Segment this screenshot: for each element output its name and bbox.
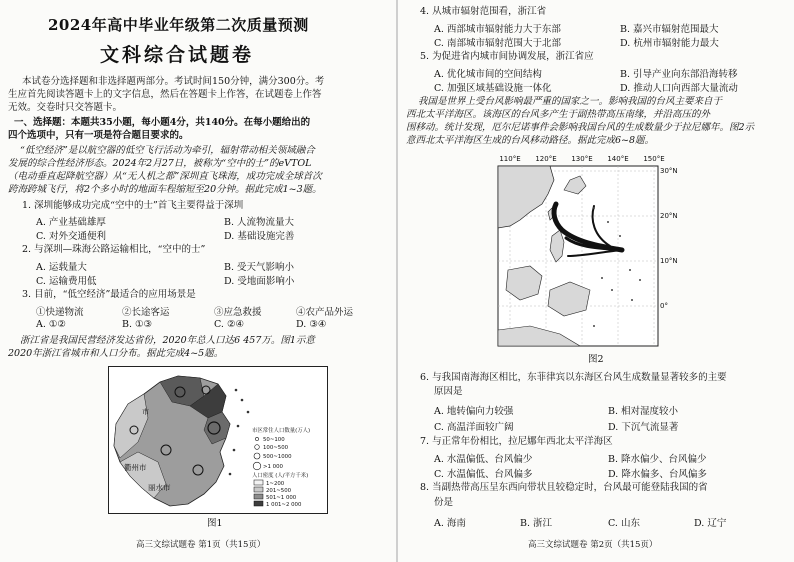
q1-option-b: B. 人流物流量大 — [224, 217, 295, 228]
q7-option-a: A. 水温偏低、台风偏少 — [434, 454, 533, 465]
q4-option-a: A. 西部城市辐射能力大于东部 — [434, 24, 561, 35]
q8-option-b: B. 浙江 — [520, 518, 553, 529]
exam-page-2 — [398, 0, 794, 562]
q1-option-a: A. 产业基础雄厚 — [36, 217, 106, 228]
legend-pop-4: >1 000 — [263, 464, 283, 470]
legend-title-density: 人口密度 (人/平方千米) — [252, 473, 309, 479]
legend-pop-2: 100~500 — [263, 445, 289, 451]
q6-option-d: D. 下沉气流显著 — [608, 422, 679, 433]
q6-stem-line-2: 原因是 — [434, 386, 463, 397]
q6-option-a: A. 地转偏向力较强 — [434, 406, 514, 417]
q4-option-b: B. 嘉兴市辐射范围最大 — [620, 24, 719, 35]
q3-item-3: ③应急救援 — [214, 307, 262, 318]
q6-stem-line-1: 6. 与我国南海海区相比，东菲律宾以东海区台风生成数量显著较多的主要 — [420, 372, 727, 383]
q8-stem-line-2: 份是 — [434, 497, 454, 508]
lon-label-140: 140°E — [607, 155, 629, 163]
q5-option-d: D. 推动人口向西部大量流动 — [620, 83, 738, 94]
q3-stem: 3. 目前，“低空经济”最适合的应用场景是 — [22, 289, 196, 300]
q2-stem: 2. 与深圳—珠海公路运输相比，“空中的士” — [22, 244, 206, 255]
q5-option-b: B. 引导产业向东部沿海转移 — [620, 69, 738, 80]
passage3-line-4: 意西北太平洋海区生成的台风移动路径。据此完成6~8题。 — [406, 135, 655, 146]
passage3-line-2: 西北太平洋海区。该海区的台风多产生于副热带高压南缘，并沿高压的外 — [406, 109, 711, 120]
q3-option-c: C. ②④ — [214, 319, 245, 330]
notice-line-3: 无效。交卷时只交答题卡。 — [8, 102, 123, 113]
legend-density-1: 1~200 — [266, 481, 285, 487]
q3-option-d: D. ③④ — [296, 319, 327, 330]
q4-option-d: D. 杭州市辐射能力最大 — [620, 38, 719, 49]
city-label-quzhou: 衢州市 — [124, 463, 147, 472]
density-swatch-1 — [254, 480, 263, 485]
q3-item-1: ①快递物流 — [36, 307, 84, 318]
legend-density-4: 1 001~2 000 — [266, 502, 302, 508]
lat-label-10n: 10°N — [660, 257, 678, 265]
legend-density-3: 501~1 000 — [266, 495, 297, 501]
q2-option-b: B. 受天气影响小 — [224, 262, 295, 273]
legend-pop-3: 500~1000 — [263, 454, 292, 460]
legend-title-population: 市区常住人口数量(万人) — [252, 428, 311, 434]
q8-option-c: C. 山东 — [608, 518, 640, 529]
exam-subtitle: 文科综合试题卷 — [100, 44, 255, 66]
exam-title: 2024年高中毕业年级第二次质量预测 — [48, 16, 309, 34]
passage1-line-3: （电动垂直起降航空器）从“无人机之都”深圳直飞珠海，成功完成全球首次 — [8, 171, 322, 182]
lat-label-0: 0° — [660, 302, 668, 310]
q4-option-c: C. 南部城市辐射范围大于北部 — [434, 38, 561, 49]
typhoon-track-map — [490, 150, 700, 350]
q5-option-a: A. 优化城市间的空间结构 — [434, 69, 542, 80]
q3-item-4: ④农产品外运 — [296, 307, 354, 318]
passage3-line-1: 我国是世界上受台风影响最严重的国家之一。影响我国的台风主要来自于 — [418, 96, 723, 107]
exam-page-1 — [0, 0, 396, 562]
passage2-line-1: 浙江省是我国民营经济发达省份，2020年总人口达6 457万。图1示意 — [20, 335, 315, 346]
passage1-line-4: 跨海跨城飞行，将2个多小时的地面车程缩短至20分钟。据此完成1~3题。 — [8, 184, 322, 195]
q7-option-d: D. 降水偏多、台风偏多 — [608, 469, 707, 480]
notice-line-1: 本试卷分选择题和非选择题两部分。考试时间150分钟，满分300分。考 — [22, 76, 325, 87]
density-swatch-2 — [254, 487, 263, 492]
q5-option-c: C. 加强区域基础设施一体化 — [434, 83, 552, 94]
q8-option-a: A. 海南 — [434, 518, 466, 529]
city-label-lishui: 丽水市 — [148, 483, 171, 492]
q8-stem-line-1: 8. 当副热带高压呈东西向带状且较稳定时，台风最可能登陆我国的省 — [420, 482, 708, 493]
lon-label-150: 150°E — [643, 155, 665, 163]
lat-label-20n: 20°N — [660, 212, 678, 220]
q7-stem: 7. 与正常年份相比，拉尼娜年西北太平洋海区 — [420, 436, 613, 447]
legend-pop-1: 50~100 — [263, 437, 285, 443]
page-2-footer: 高三文综试题卷 第2页（共15页） — [528, 540, 658, 550]
q8-option-d: D. 辽宁 — [694, 518, 727, 529]
lat-label-30n: 30°N — [660, 167, 678, 175]
q3-option-a: A. ①② — [36, 319, 66, 330]
density-swatch-3 — [254, 494, 263, 499]
q7-option-b: B. 降水偏少、台风偏少 — [608, 454, 707, 465]
legend-density-2: 201~500 — [266, 488, 292, 494]
q6-option-c: C. 高温洋面较广阔 — [434, 422, 514, 433]
city-label-partial: 市 — [142, 408, 149, 416]
page-1-footer: 高三文综试题卷 第1页（共15页） — [136, 540, 266, 550]
passage2-line-2: 2020年浙江省城市和人口分布。据此完成4~5题。 — [8, 348, 224, 359]
figure-2-caption: 图2 — [588, 354, 604, 365]
lon-label-110: 110°E — [499, 155, 521, 163]
q1-option-d: D. 基础设施完善 — [224, 231, 295, 242]
density-swatch-4 — [254, 501, 263, 506]
q1-stem: 1. 深圳能够成功完成“空中的士”首飞主要得益于深圳 — [22, 200, 244, 211]
notice-line-2: 生应首先阅读答题卡上的文字信息，然后在答题卡上作答，在试题卷上作答 — [8, 89, 322, 100]
q3-option-b: B. ①③ — [122, 319, 153, 330]
q3-item-2: ②长途客运 — [122, 307, 170, 318]
section-header-2: 四个选项中，只有一项是符合题目要求的。 — [8, 130, 189, 141]
q2-option-a: A. 运载量大 — [36, 262, 87, 273]
q1-option-c: C. 对外交通便利 — [36, 231, 106, 242]
lon-label-120: 120°E — [535, 155, 557, 163]
lon-label-130: 130°E — [571, 155, 593, 163]
section-header-1: 一、选择题：本题共35小题，每小题4分，共140分。在每小题给出的 — [14, 117, 311, 128]
passage1-line-2: 发展的综合性经济形态。2024年2月27日，被称为“空中的士”的eVTOL — [8, 158, 312, 169]
q4-stem: 4. 从城市辐射范围看，浙江省 — [420, 6, 547, 17]
zhejiang-population-map — [108, 366, 328, 514]
passage3-line-3: 围移动。统计发现，厄尔尼诺事件会影响我国台风的生成数量少于拉尼娜年。图2示 — [406, 122, 755, 133]
q5-stem: 5. 为促进省内城市间协调发展，浙江省应 — [420, 51, 594, 62]
q7-option-c: C. 水温偏低、台风偏多 — [434, 469, 533, 480]
passage1-line-1: “低空经济”是以航空器的低空飞行活动为牵引，辐射带动相关领域融合 — [20, 145, 315, 156]
q6-option-b: B. 相对湿度较小 — [608, 406, 679, 417]
figure-1-caption: 图1 — [207, 518, 223, 529]
q2-option-d: D. 受地面影响小 — [224, 276, 295, 287]
q2-option-c: C. 运输费用低 — [36, 276, 97, 287]
